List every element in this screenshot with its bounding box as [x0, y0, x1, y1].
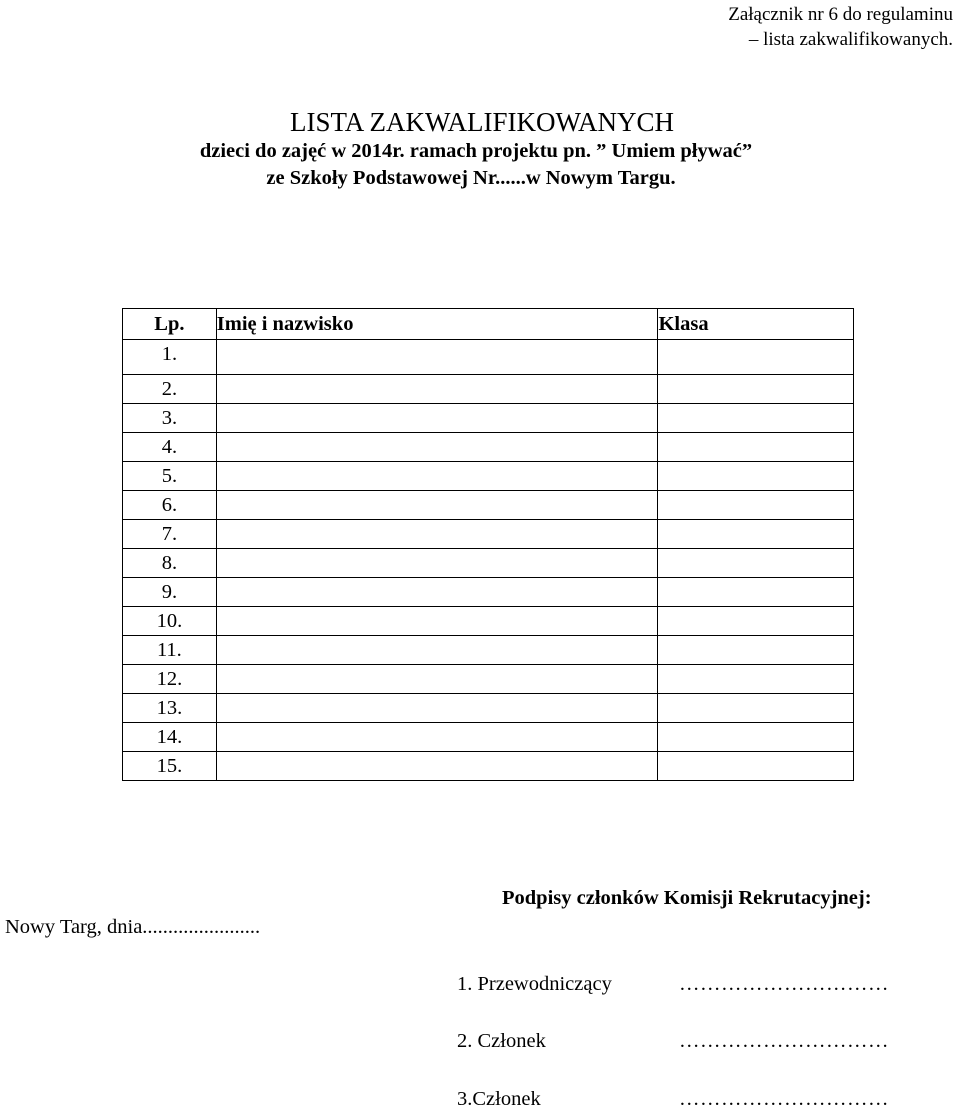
- row-number: 10.: [123, 607, 217, 636]
- row-number: 15.: [123, 752, 217, 781]
- table-row: [123, 723, 854, 752]
- name-cell: [216, 578, 658, 607]
- row-number: 13.: [123, 694, 217, 723]
- header-klasa: Klasa: [658, 309, 854, 340]
- class-cell: [658, 404, 854, 433]
- name-cell: [216, 549, 658, 578]
- row-number: 12.: [123, 665, 217, 694]
- table-row: [123, 636, 854, 665]
- class-cell: [658, 462, 854, 491]
- table-row: [123, 578, 854, 607]
- table-row: [123, 752, 854, 781]
- class-cell: [658, 607, 854, 636]
- name-cell: [216, 462, 658, 491]
- class-cell: [658, 578, 854, 607]
- document-title: LISTA ZAKWALIFIKOWANYCH: [289, 107, 675, 137]
- name-cell: [216, 665, 658, 694]
- row-number: 9.: [123, 578, 217, 607]
- annex-line-1: Załącznik nr 6 do regulaminu: [728, 4, 953, 25]
- qualified-list-table: [122, 308, 854, 781]
- class-cell: [658, 433, 854, 462]
- class-cell: [658, 549, 854, 578]
- table-row: [123, 491, 854, 520]
- class-cell: [658, 723, 854, 752]
- signer-role: 3.Członek: [457, 1088, 541, 1110]
- table-row: [123, 462, 854, 491]
- class-cell: [658, 665, 854, 694]
- header-lp: Lp.: [123, 309, 217, 340]
- row-number: 4.: [123, 433, 217, 462]
- name-cell: [216, 340, 658, 375]
- header-name: Imię i nazwisko: [216, 309, 658, 340]
- name-cell: [216, 636, 658, 665]
- class-cell: [658, 752, 854, 781]
- class-cell: [658, 491, 854, 520]
- table-header-row: [123, 309, 854, 340]
- name-cell: [216, 520, 658, 549]
- place-date: Nowy Targ, dnia.......................: [5, 916, 261, 938]
- name-cell: [216, 433, 658, 462]
- table-row: [123, 665, 854, 694]
- class-cell: [658, 520, 854, 549]
- signer-role: 2. Członek: [457, 1030, 546, 1052]
- table-body: [123, 340, 854, 781]
- table-row: [123, 694, 854, 723]
- table-row: [123, 549, 854, 578]
- class-cell: [658, 636, 854, 665]
- name-cell: [216, 491, 658, 520]
- name-cell: [216, 694, 658, 723]
- heading: [0, 106, 960, 192]
- row-number: 3.: [123, 404, 217, 433]
- row-number: 8.: [123, 549, 217, 578]
- class-cell: [658, 375, 854, 404]
- table-row: [123, 404, 854, 433]
- table-row: [123, 607, 854, 636]
- name-cell: [216, 607, 658, 636]
- name-cell: [216, 375, 658, 404]
- row-number: 2.: [123, 375, 217, 404]
- name-cell: [216, 752, 658, 781]
- signatures-title: Podpisy członków Komisji Rekrutacyjnej:: [502, 887, 872, 909]
- signature-line: …………………………: [679, 1030, 889, 1052]
- row-number: 7.: [123, 520, 217, 549]
- annex-line-2: – lista zakwalifikowanych.: [748, 29, 953, 50]
- table-row: [123, 340, 854, 375]
- signature-line: …………………………: [679, 1088, 889, 1110]
- subtitle-line-1: dzieci do zajęć w 2014r. ramach projektu pn. ” Umiem pływać”: [199, 140, 753, 162]
- name-cell: [216, 723, 658, 752]
- signer-role: 1. Przewodniczący: [457, 973, 612, 995]
- row-number: 1.: [123, 340, 217, 375]
- class-cell: [658, 694, 854, 723]
- subtitle-line-2: ze Szkoły Podstawowej Nr......w Nowym Targu.: [266, 167, 676, 189]
- row-number: 11.: [123, 636, 217, 665]
- table-row: [123, 433, 854, 462]
- name-cell: [216, 404, 658, 433]
- signature-line: …………………………: [679, 973, 889, 995]
- row-number: 6.: [123, 491, 217, 520]
- table-row: [123, 375, 854, 404]
- class-cell: [658, 340, 854, 375]
- annex-note: [728, 2, 953, 52]
- table-row: [123, 520, 854, 549]
- row-number: 14.: [123, 723, 217, 752]
- row-number: 5.: [123, 462, 217, 491]
